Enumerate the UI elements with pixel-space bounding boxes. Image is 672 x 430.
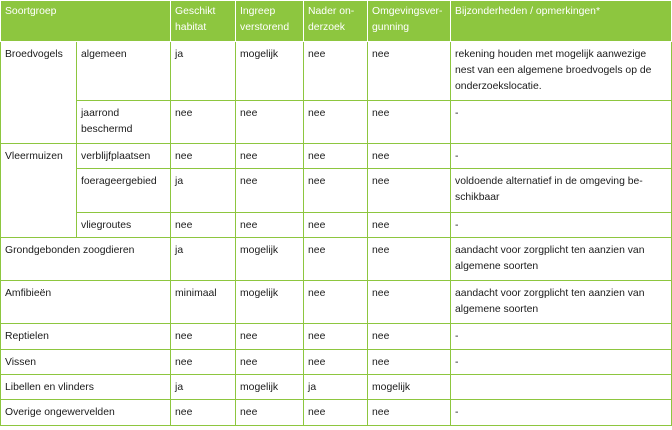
vergunning-cell: nee [368,42,451,101]
table-row [1,324,672,350]
opmerking-cell: rekening houden met mogelijk aanwezige nest van een algemene broedvogels op de onderzoekslocatie. [451,42,672,101]
opmerking-cell [451,375,672,400]
vergunning-cell: nee [368,169,451,213]
vergunning-cell: nee [368,238,451,281]
table-row [1,350,672,375]
group-cell: Vleermuizen [1,144,77,238]
ingreep-cell: mogelijk [236,281,304,324]
onderzoek-cell: nee [304,281,368,324]
header-omgevingsvergunning: Omgevingsver-gunning [368,1,451,42]
group-cell: Reptielen [1,324,171,350]
habitat-cell: nee [171,350,236,375]
opmerking-cell: aandacht voor zorgplicht ten aanzien van algemene soorten [451,238,672,281]
habitat-cell: nee [171,324,236,350]
habitat-cell: ja [171,169,236,213]
habitat-cell: nee [171,213,236,238]
opmerking-cell: aandacht voor zorgplicht ten aanzien van algemene soorten [451,281,672,324]
opmerking-cell: - [451,144,672,169]
opmerking-cell: - [451,213,672,238]
onderzoek-cell: ja [304,375,368,400]
onderzoek-cell: nee [304,324,368,350]
habitat-cell: nee [171,101,236,144]
habitat-cell: ja [171,375,236,400]
group-cell: Grondgebonden zoogdieren [1,238,171,281]
ingreep-cell: mogelijk [236,238,304,281]
group-cell: Libellen en vlinders [1,375,171,400]
vergunning-cell: nee [368,400,451,426]
group-cell: Amfibieën [1,281,171,324]
subgroup-cell: jaarrond beschermd [77,101,171,144]
onderzoek-cell: nee [304,400,368,426]
header-row [1,1,672,42]
onderzoek-cell: nee [304,213,368,238]
onderzoek-cell: nee [304,350,368,375]
table-row [1,169,672,213]
opmerking-cell: - [451,324,672,350]
habitat-cell: minimaal [171,281,236,324]
ingreep-cell: mogelijk [236,375,304,400]
subgroup-cell: foerageergebied [77,169,171,213]
table-header [1,1,672,42]
onderzoek-cell: nee [304,144,368,169]
subgroup-cell: verblijfplaatsen [77,144,171,169]
header-geschikt-habitat: Geschikt habitat [171,1,236,42]
ingreep-cell: mogelijk [236,42,304,101]
vergunning-cell: mogelijk [368,375,451,400]
header-bijzonderheden: Bijzonderheden / opmerkingen* [451,1,672,42]
opmerking-cell: - [451,400,672,426]
group-cell: Overige ongewervelden [1,400,171,426]
habitat-cell: nee [171,144,236,169]
ingreep-cell: nee [236,101,304,144]
table-row [1,42,672,101]
ingreep-cell: nee [236,144,304,169]
header-soortgroep: Soortgroep [1,1,171,42]
table-row [1,213,672,238]
table-body [1,42,672,426]
table-row [1,400,672,426]
vergunning-cell: nee [368,324,451,350]
habitat-cell: nee [171,400,236,426]
opmerking-cell: voldoende alternatief in de omgeving be-schikbaar [451,169,672,213]
vergunning-cell: nee [368,281,451,324]
ingreep-cell: nee [236,213,304,238]
ingreep-cell: nee [236,324,304,350]
subgroup-cell: algemeen [77,42,171,101]
onderzoek-cell: nee [304,169,368,213]
table-row [1,144,672,169]
opmerking-cell: - [451,350,672,375]
ingreep-cell: nee [236,350,304,375]
opmerking-cell: - [451,101,672,144]
vergunning-cell: nee [368,213,451,238]
onderzoek-cell: nee [304,42,368,101]
table-row [1,238,672,281]
habitat-cell: ja [171,42,236,101]
onderzoek-cell: nee [304,101,368,144]
header-nader-onderzoek: Nader on-derzoek [304,1,368,42]
onderzoek-cell: nee [304,238,368,281]
group-cell: Vissen [1,350,171,375]
group-cell: Broedvogels [1,42,77,144]
table-row [1,281,672,324]
habitat-cell: ja [171,238,236,281]
vergunning-cell: nee [368,144,451,169]
header-ingreep-verstorend: Ingreep verstorend [236,1,304,42]
ingreep-cell: nee [236,400,304,426]
table-row [1,101,672,144]
table-row [1,375,672,400]
ingreep-cell: nee [236,169,304,213]
vergunning-cell: nee [368,101,451,144]
vergunning-cell: nee [368,350,451,375]
subgroup-cell: vliegroutes [77,213,171,238]
